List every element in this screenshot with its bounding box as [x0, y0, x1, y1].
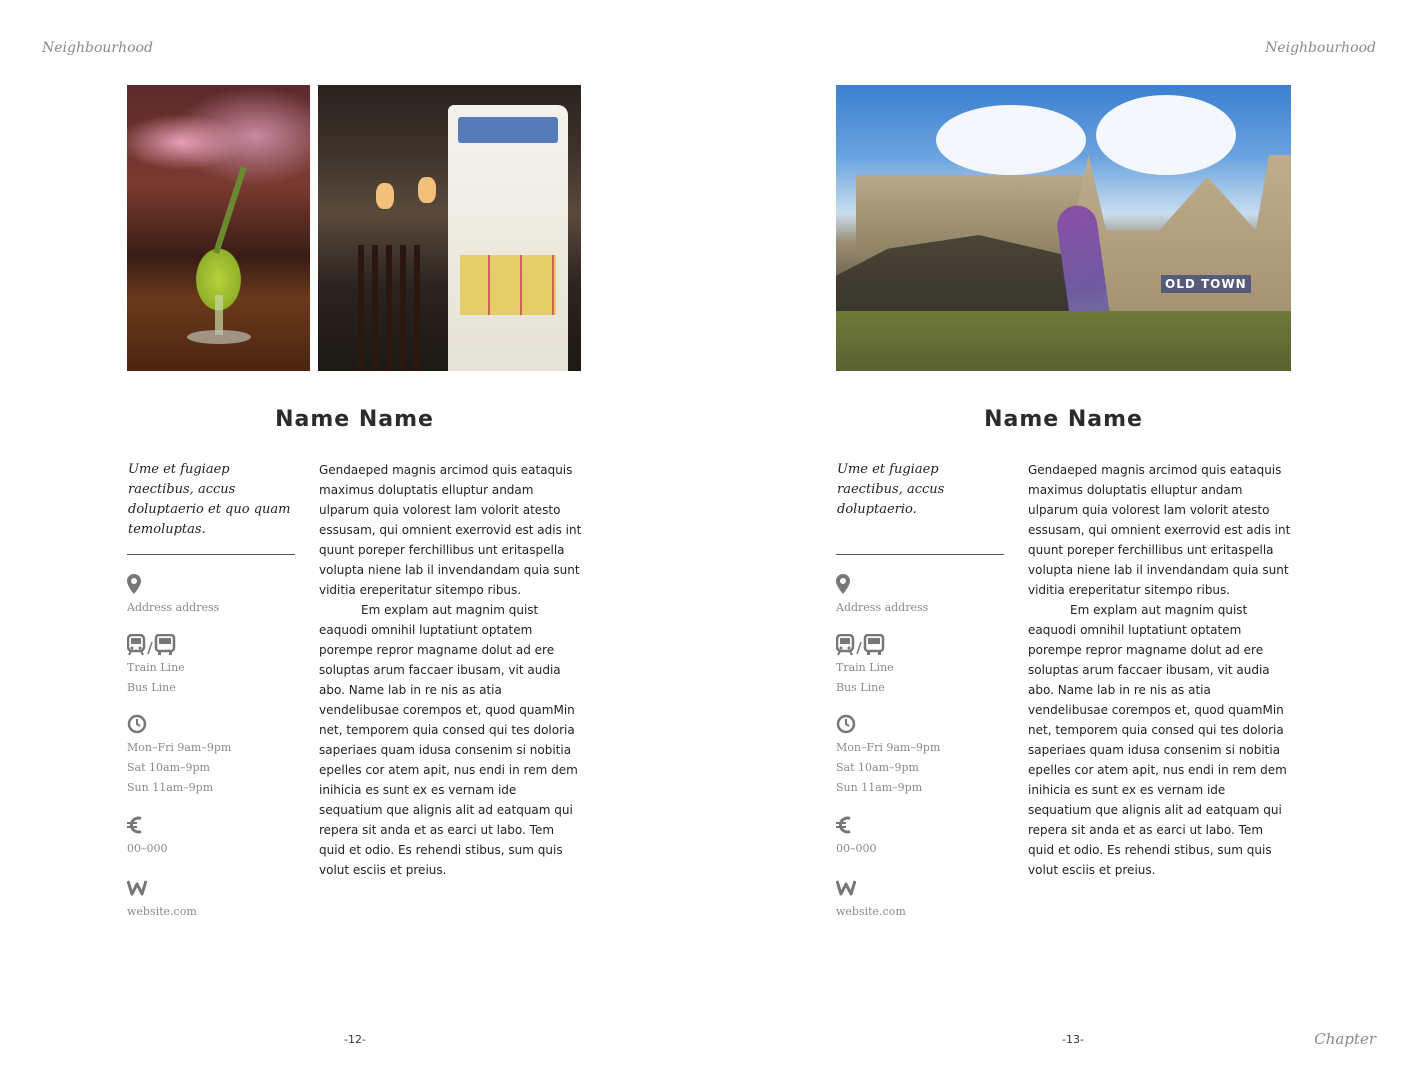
train-bus-icon	[836, 634, 1006, 658]
train-line-text: Train Line	[836, 661, 894, 674]
divider	[127, 554, 295, 555]
bar-interior-photo	[318, 85, 581, 371]
page-number: -13-	[1062, 1033, 1084, 1046]
venue-intro: Ume et fugiaep raectibus, accus doluptaerio.	[837, 462, 945, 517]
price-text: 00–000	[127, 842, 168, 855]
photo-lamp	[376, 183, 394, 209]
address-text: Address address	[836, 601, 929, 614]
hours-sunday: Sun 11am–9pm	[127, 781, 214, 794]
euro-icon	[836, 815, 1006, 839]
transport-block	[127, 634, 297, 698]
website-w-icon	[836, 878, 1006, 902]
photo-sign-title	[458, 117, 558, 143]
running-head: Neighbourhood	[1265, 40, 1376, 56]
photo-ice-cream-sign	[448, 105, 568, 371]
hours-saturday: Sat 10am–9pm	[836, 761, 919, 774]
website-text: website.com	[836, 905, 906, 918]
train-bus-icon	[127, 634, 297, 658]
venue-name: Name Name	[275, 407, 434, 432]
venue-name: Name Name	[984, 407, 1143, 432]
euro-icon	[127, 815, 297, 839]
photo-cloud	[1096, 95, 1236, 175]
price-block	[836, 815, 1006, 859]
website-block	[836, 878, 1006, 922]
hours-block	[836, 714, 1006, 798]
address-block	[836, 574, 1006, 618]
cocktail-photo	[127, 85, 310, 371]
transport-block	[836, 634, 1006, 698]
map-pin-icon	[836, 574, 1006, 598]
hours-saturday: Sat 10am–9pm	[127, 761, 210, 774]
right-page	[709, 0, 1418, 1087]
hours-weekday: Mon–Fri 9am–9pm	[127, 741, 232, 754]
address-text: Address address	[127, 601, 220, 614]
clock-icon	[127, 714, 297, 738]
photo-neon-sign: OLD TOWN	[1161, 275, 1251, 293]
hours-block	[127, 714, 297, 798]
price-text: 00–000	[836, 842, 877, 855]
body-paragraph: Gendaeped magnis arcimod quis eataquis maximus doluptatis elluptur andam ulparum quia volorest lam volorit atesto essusam, qui omnient exerrovid est adis int quunt poreper ferchillibus unt eritaspella volupta niene lab il invendandam quia sunt viditia ereperitatur sitempo ribus.	[319, 463, 582, 597]
website-w-icon	[127, 878, 297, 902]
photo-straw	[213, 166, 247, 253]
photo-glass-base	[187, 330, 251, 344]
page-number: -12-	[344, 1033, 366, 1046]
photo-bar-stools	[358, 245, 428, 371]
castle-church-photo	[836, 85, 1291, 371]
divider	[836, 554, 1004, 555]
bus-line-text: Bus Line	[127, 681, 176, 694]
price-block	[127, 815, 297, 859]
body-text	[319, 460, 583, 880]
photo-cloud	[936, 105, 1086, 175]
hours-weekday: Mon–Fri 9am–9pm	[836, 741, 941, 754]
hours-sunday: Sun 11am–9pm	[836, 781, 923, 794]
photo-lamp	[418, 177, 436, 203]
clock-icon	[836, 714, 1006, 738]
body-text	[1028, 460, 1292, 880]
photo-grass	[836, 311, 1291, 371]
website-block	[127, 878, 297, 922]
address-block	[127, 574, 297, 618]
photo-sign-menu	[460, 255, 556, 315]
photo-glass-stem	[215, 295, 223, 335]
venue-intro: Ume et fugiaep raectibus, accus doluptaerio et quo quam temoluptas.	[128, 462, 291, 537]
map-pin-icon	[127, 574, 297, 598]
website-text: website.com	[127, 905, 197, 918]
body-paragraph: Gendaeped magnis arcimod quis eataquis maximus doluptatis elluptur andam ulparum quia volorest lam volorit atesto essusam, qui omnient exerrovid est adis int quunt poreper ferchillibus unt eritaspella volupta niene lab il invendandam quia sunt viditia ereperitatur sitempo ribus.	[1028, 463, 1291, 597]
body-paragraph: Em explam aut magnim quist eaquodi omnihil luptatiunt optatem porempe repror magname dolut ad ere soluptas arum faccaer ibusam, vit audia abo. Name lab in re nis as atia vendelibusae corempos et, quod quamMin net, temporem quia consed qui tes doloria saperiaes quam idusa consenim si nobitia epelles cor atem apit, nus endi in rem dem inihicia es sunt ex es vernam ide sequatium que alignis alit ad eatquam qui repera sit anda et as earci ut labo. Tem quid et odio. Es rehendi stibus, sum quis volut esciis et preius.	[1028, 603, 1287, 877]
bus-line-text: Bus Line	[836, 681, 885, 694]
train-line-text: Train Line	[127, 661, 185, 674]
body-paragraph: Em explam aut magnim quist eaquodi omnihil luptatiunt optatem porempe repror magname dolut ad ere soluptas arum faccaer ibusam, vit audia abo. Name lab in re nis as atia vendelibusae corempos et, quod quamMin net, temporem quia consed qui tes doloria saperiaes quam idusa consenim si nobitia epelles cor atem apit, nus endi in rem dem inihicia es sunt ex es vernam ide sequatium que alignis alit ad eatquam qui repera sit anda et as earci ut labo. Tem quid et odio. Es rehendi stibus, sum quis volut esciis et preius.	[319, 603, 578, 877]
chapter-label: Chapter	[1314, 1030, 1376, 1048]
running-head: Neighbourhood	[42, 40, 153, 56]
